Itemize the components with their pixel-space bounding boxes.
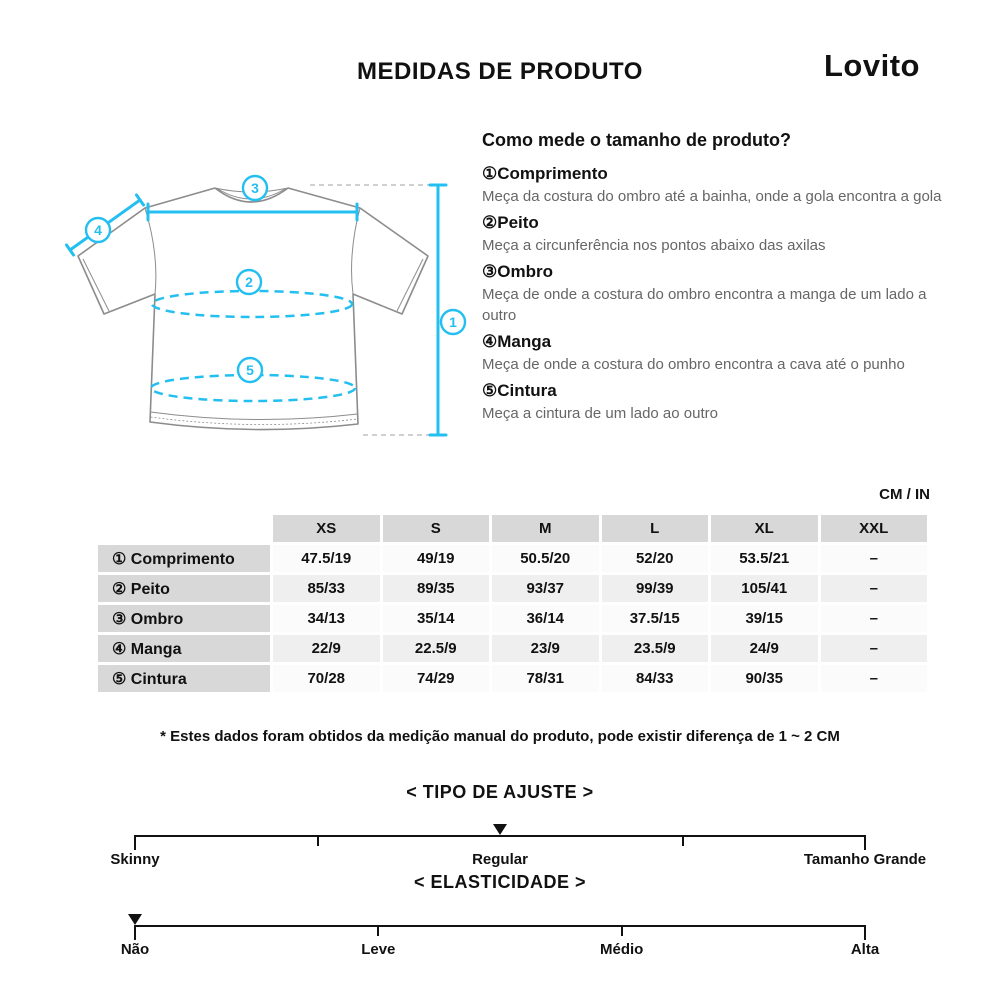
cell: 105/41 [711,575,818,602]
callout-1-number: 1 [449,314,457,330]
guide-item-peito-label: ②Peito [482,213,539,232]
brand-logo: Lovito [824,48,920,83]
cell: 24/9 [711,635,818,662]
fit-tick [864,835,866,850]
cell: 23.5/9 [602,635,709,662]
table-row-comprimento [98,545,927,572]
column-header-m: M [492,515,599,542]
fit-type-slider [110,782,927,871]
cell: – [821,545,928,572]
cell: 50.5/20 [492,545,599,572]
column-header-l: L [602,515,709,542]
fit-tick [134,835,136,850]
fit-type-title: < TIPO DE AJUSTE > [406,782,594,802]
cell: 23/9 [492,635,599,662]
callout-1 [441,310,465,334]
guide-item-cintura-label: ⑤Cintura [482,381,557,400]
row-label: ① Comprimento [98,545,270,572]
elasticity-tick [134,925,136,940]
fit-label-tamanho-grande: Tamanho Grande [803,851,927,868]
callout-5 [238,358,262,382]
page-title: MEDIDAS DE PRODUTO [357,58,643,85]
cell: 36/14 [492,605,599,632]
cell: 37.5/15 [602,605,709,632]
elasticity-title: < ELASTICIDADE > [413,872,587,892]
guide-item-manga-label: ④Manga [482,332,552,351]
elasticity-slider [120,872,880,961]
fit-label-regular: Regular [472,851,528,868]
callout-4-number: 4 [94,222,102,238]
elasticity-tick [377,925,379,936]
table-row-manga [98,635,927,662]
cell: 70/28 [273,665,380,692]
guide-item-comprimento-label: ①Comprimento [482,164,608,183]
cell: 22/9 [273,635,380,662]
fit-marker-icon [493,824,507,835]
column-header-xs: XS [273,515,380,542]
fit-tick [682,835,684,846]
cell: 47.5/19 [273,545,380,572]
callout-2-number: 2 [245,274,253,290]
cell: 85/33 [273,575,380,602]
guide-heading: Como mede o tamanho de produto? [482,130,791,150]
cell: 90/35 [711,665,818,692]
fit-tick [317,835,319,846]
elasticity-label-medio: Médio [600,941,644,958]
row-label: ④ Manga [98,635,270,662]
tshirt-outline [78,188,428,430]
callout-5-number: 5 [246,362,254,378]
table-row-peito [98,575,927,602]
guide-item-manga-desc: Meça de onde a costura do ombro encontra a cava até o punho [482,356,905,373]
cell: 35/14 [383,605,490,632]
tshirt-diagram-svg [58,162,468,462]
column-header-s: S [383,515,490,542]
cell: 78/31 [492,665,599,692]
fit-type-track [110,823,927,871]
elasticity-label-nao: Não [120,941,150,958]
elasticity-marker-icon [128,914,142,925]
callout-3 [243,176,267,200]
callout-2 [237,270,261,294]
length-measure-line [430,185,446,435]
cell: – [821,575,928,602]
callout-4 [86,218,110,242]
callout-3-number: 3 [251,180,259,196]
measure-guide [482,130,950,424]
fit-label-skinny: Skinny [110,851,160,868]
elasticity-track-line [135,925,865,927]
table-row-ombro [98,605,927,632]
cell: 89/35 [383,575,490,602]
cell: 49/19 [383,545,490,572]
cell: 52/20 [602,545,709,572]
guide-item-cintura-desc: Meça a cintura de um lado ao outro [482,405,718,422]
elasticity-tick [864,925,866,940]
cell: 39/15 [711,605,818,632]
cell: 93/37 [492,575,599,602]
elasticity-label-leve: Leve [361,941,396,958]
guide-item-peito-desc: Meça a circunferência nos pontos abaixo das axilas [482,237,826,254]
cell: 74/29 [383,665,490,692]
column-header-xxl: XXL [821,515,928,542]
row-label: ③ Ombro [98,605,270,632]
elasticity-label-alta: Alta [850,941,880,958]
cell: 53.5/21 [711,545,818,572]
cell: 84/33 [602,665,709,692]
cell: 34/13 [273,605,380,632]
cell: – [821,635,928,662]
size-table [95,512,930,695]
table-row-cintura [98,665,927,692]
elasticity-track [120,913,880,961]
cell: – [821,665,928,692]
guide-item-ombro-label: ③Ombro [482,262,553,281]
cell: 99/39 [602,575,709,602]
row-label: ⑤ Cintura [98,665,270,692]
measurement-disclaimer: * Estes dados foram obtidos da medição manual do produto, pode existir diferença de 1 ~ 2 CM [160,728,840,745]
unit-label: CM / IN [879,486,930,503]
table-header-row [98,515,927,542]
guide-item-ombro-desc: Meça de onde a costura do ombro encontra a manga de um lado a outro [482,286,927,324]
cell: – [821,605,928,632]
column-header-xl: XL [711,515,818,542]
fit-track-line [135,835,865,837]
tshirt-measurement-diagram [58,162,468,462]
cell: 22.5/9 [383,635,490,662]
elasticity-tick [621,925,623,936]
table-corner-cell [98,515,270,542]
row-label: ② Peito [98,575,270,602]
guide-item-comprimento-desc: Meça da costura do ombro até a bainha, onde a gola encontra a gola [482,188,942,205]
